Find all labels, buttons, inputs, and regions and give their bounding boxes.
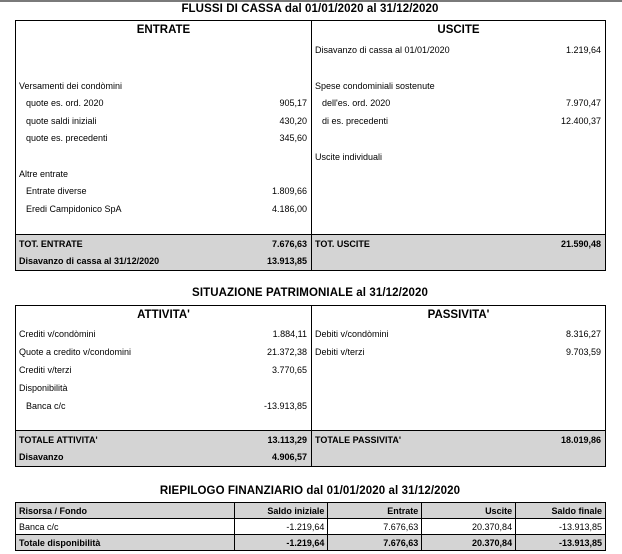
top-divider [0, 0, 622, 2]
uscite-row [312, 94, 605, 112]
altre-item-label: Eredi Campidonico SpA [26, 204, 122, 214]
passivita-item-label: Debiti v/condòmini [315, 329, 389, 339]
tot-entrate-label: TOT. ENTRATE [19, 239, 83, 249]
table-row [16, 519, 606, 535]
entrate-row [16, 94, 311, 112]
disavanzo-fine-label: Disavanzo di cassa al 31/12/2020 [19, 256, 160, 266]
entrate-item-label: quote es. ord. 2020 [26, 98, 104, 108]
cell-saldo-finale: -13.913,85 [516, 519, 606, 535]
riepilogo-table [15, 502, 606, 551]
tot-passivita-label: TOTALE PASSIVITA' [315, 435, 401, 445]
entrate-item-value: 345,60 [279, 133, 307, 143]
disavanzo-iniziale-row [312, 41, 605, 59]
attivita-row [16, 343, 311, 361]
passivita-column [312, 306, 605, 466]
tot-uscite-label: TOT. USCITE [315, 239, 370, 249]
spese-label: Spese condominiali sostenute [315, 81, 435, 91]
tot-uscite-row [312, 235, 605, 253]
cell-risorsa: Banca c/c [16, 519, 235, 535]
riepilogo-title: RIEPILOGO FINANZIARIO dal 01/01/2020 al 31/12/2020 [159, 485, 461, 497]
disavanzo-iniziale-value: 1.219,64 [565, 45, 601, 55]
cell-uscite: 20.370,84 [422, 519, 516, 535]
entrate-column [16, 21, 312, 270]
flussi-box [15, 20, 606, 271]
uscite-item-value: 7.970,47 [565, 98, 601, 108]
attivita-totals [16, 430, 311, 466]
entrate-row [16, 129, 311, 147]
header-risorsa: Risorsa / Fondo [16, 503, 235, 519]
disponibilita-row [16, 379, 311, 397]
altre-row [16, 200, 311, 218]
attivita-item-value: 3.770,65 [271, 365, 307, 375]
attivita-row [16, 325, 311, 343]
patrimoniale-box [15, 305, 606, 467]
passivita-row [312, 343, 605, 361]
attivita-item-label: Crediti v/terzi [19, 365, 72, 375]
attivita-item-value: 1.884,11 [272, 329, 307, 339]
disavanzo-fine-row [16, 252, 311, 270]
uscite-individuali-label: Uscite individuali [315, 152, 383, 162]
header-entrate: Entrate [328, 503, 422, 519]
total-entrate: 7.676,63 [328, 535, 422, 551]
tot-uscite-value: 21.590,48 [560, 239, 601, 249]
uscite-column [312, 21, 605, 270]
attivita-row [16, 361, 311, 379]
passivita-totals [312, 430, 605, 466]
header-saldo-finale: Saldo finale [516, 503, 606, 519]
entrate-row [16, 112, 311, 130]
uscite-totals [312, 234, 605, 270]
attivita-item-value: 21.372,38 [266, 347, 307, 357]
banca-value: -13.913,85 [263, 401, 307, 411]
entrate-heading: ENTRATE [136, 24, 191, 36]
tot-attivita-row [16, 431, 311, 449]
tot-entrate-value: 7.676,63 [271, 239, 307, 249]
disavanzo-iniziale-label: Disavanzo di cassa al 01/01/2020 [315, 45, 450, 55]
altre-item-label: Entrate diverse [26, 186, 87, 196]
attivita-item-label: Crediti v/condòmini [19, 329, 96, 339]
passivita-item-value: 9.703,59 [565, 347, 601, 357]
altre-row [16, 182, 311, 200]
versamenti-label-row [16, 77, 311, 95]
banca-label: Banca c/c [26, 401, 66, 411]
entrate-item-value: 430,20 [279, 116, 307, 126]
tot-entrate-row [16, 235, 311, 253]
attivita-item-label: Quote a credito v/condomini [19, 347, 132, 357]
tot-attivita-label: TOTALE ATTIVITA' [19, 435, 98, 445]
versamenti-label: Versamenti dei condòmini [19, 81, 123, 91]
tot-passivita-value: 18.019,86 [560, 435, 601, 445]
riepilogo-header-row [16, 503, 606, 519]
uscite-item-label: di es. precedenti [322, 116, 389, 126]
attivita-column [16, 306, 312, 466]
total-saldo-finale: -13.913,85 [516, 535, 606, 551]
header-uscite: Uscite [422, 503, 516, 519]
total-saldo-iniziale: -1.219,64 [234, 535, 328, 551]
altre-entrate-label: Altre entrate [19, 169, 69, 179]
banca-row [16, 397, 311, 415]
passivita-item-value: 8.316,27 [565, 329, 601, 339]
altre-item-value: 4.186,00 [271, 204, 307, 214]
patrimoniale-title: SITUAZIONE PATRIMONIALE al 31/12/2020 [192, 287, 428, 299]
uscite-row [312, 112, 605, 130]
header-saldo-iniziale: Saldo iniziale [234, 503, 328, 519]
total-uscite: 20.370,84 [422, 535, 516, 551]
uscite-item-label: dell'es. ord. 2020 [322, 98, 391, 108]
entrate-item-label: quote es. precedenti [26, 133, 108, 143]
cell-saldo-iniziale: -1.219,64 [234, 519, 328, 535]
passivita-item-label: Debiti v/terzi [315, 347, 365, 357]
disavanzo-value: 4.906,57 [271, 452, 307, 462]
disavanzo-label: Disavanzo [19, 452, 64, 462]
altre-label-row [16, 165, 311, 183]
disavanzo-row [16, 448, 311, 466]
uscite-item-value: 12.400,37 [560, 116, 601, 126]
disavanzo-fine-value: 13.913,85 [266, 256, 307, 266]
entrate-item-label: quote saldi iniziali [26, 116, 97, 126]
uscite-individuali-row [312, 148, 605, 166]
uscite-heading: USCITE [437, 24, 480, 36]
passivita-row [312, 325, 605, 343]
tot-passivita-row [312, 431, 605, 449]
riepilogo-total-row [16, 535, 606, 551]
tot-attivita-value: 13.113,29 [267, 435, 307, 445]
entrate-totals [16, 234, 311, 270]
spese-label-row [312, 77, 605, 95]
flussi-title: FLUSSI DI CASSA dal 01/01/2020 al 31/12/2020 [181, 3, 439, 15]
cell-entrate: 7.676,63 [328, 519, 422, 535]
passivita-heading: PASSIVITA' [427, 309, 490, 321]
disponibilita-label: Disponibilità [19, 383, 68, 393]
entrate-item-value: 905,17 [279, 98, 307, 108]
total-label: Totale disponibilità [16, 535, 235, 551]
altre-item-value: 1.809,66 [271, 186, 307, 196]
attivita-heading: ATTIVITA' [137, 309, 190, 321]
